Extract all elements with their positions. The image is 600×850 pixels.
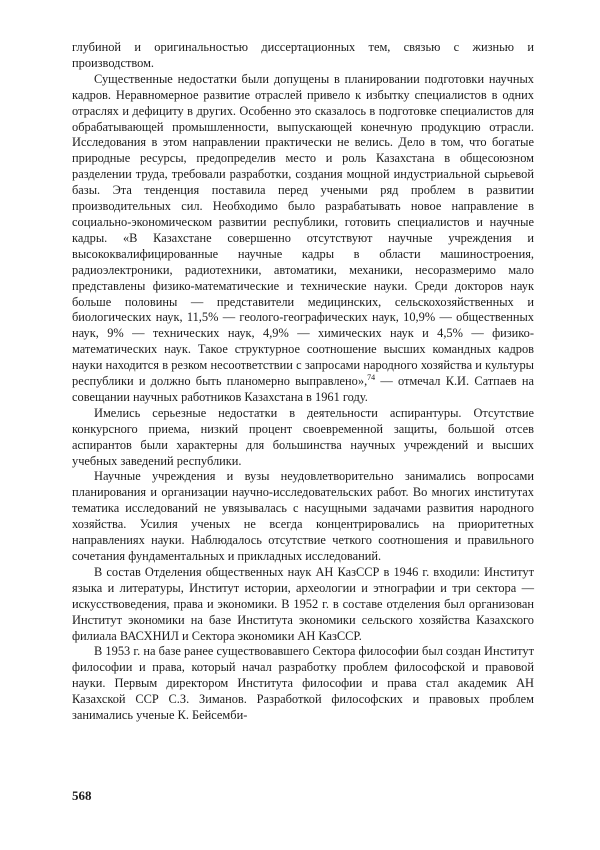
paragraph-4: Научные учреждения и вузы неудовлетворительно занимались вопросами планирования и организации научно-исследовательских работ. Во многих институтах тематика исследований не увязывалась с насущными задачами развития народного хозяйства. Усилия ученых не всегда концентрировались на приоритетных направлениях науки. Наблюдалось отсутствие четкого соотношения и правильного сочетания фундаментальных и прикладных исследований. xyxy=(72,469,534,563)
page-number: 568 xyxy=(72,788,92,803)
paragraph-5: В состав Отделения общественных наук АН КазССР в 1946 г. входили: Институт языка и литературы, Институт истории, археологии и этнографии и три сектора — искусствоведения, права и экономики. В 1952 г. в составе отделения был организован Институт экономики на базе Института экономики сельского хозяйства Казахского филиала ВАСХНИЛ и Сектора экономики АН КазССР. xyxy=(72,564,534,643)
paragraph-3: Имелись серьезные недостатки в деятельности аспирантуры. Отсутствие конкурсного приема, низкий процент своевременной защиты, большой отсев аспирантов были характерны для большинства научных учреждений и высших учебных заведений республики. xyxy=(72,405,534,468)
paragraph-1: глубиной и оригинальностью диссертационных тем, связью с жизнью и производством. xyxy=(72,40,534,70)
footnote-marker: 74 xyxy=(367,372,376,382)
paragraph-6: В 1953 г. на базе ранее существовавшего Сектора философии был создан Институт философии и права, который начал разработку проблем философской и правовой науки. Первым директором Института философии и права стал академик АН Казахской ССР С.З. Зиманов. Разработкой философских и правовых проблем занимались ученые К. Бейсемби- xyxy=(72,644,534,723)
body-text xyxy=(72,40,534,724)
paragraph-2-text-after: — отмечал К.И. Сатпаев на совещании научных работников Казахстана в 1961 году. xyxy=(72,374,534,404)
paragraph-2-text: Существенные недостатки были допущены в планировании подготовки научных кадров. Неравномерное развитие отраслей привело к избытку специалистов в одних отраслях и дефициту в других. Особенно это сказалось в подготовке специалистов для обрабатывающей промышленности, выпускающей конечную продукцию отрасли. Исследования в этом направлении практически не велись. Дело в том, что богатые природные ресурсы, предопределив место и роль Казахстана в общесоюзном разделении труда, требовали разработки, создания мощной индустриальной сырьевой базы. Эта тенденция поставила перед учеными ряд проблем в развитии производительных сил. Необходимо было разрабатывать новое направление в социально-экономическом развитии республики, готовить специалистов и научные кадры. «В Казахстане совершенно отсутствуют научные учреждения и высококвалифицированные научные кадры в области машиностроения, радиоэлектроники, радиотехники, автоматики, механики, несоразмеримо мало представлены физико-математические и технические науки. Среди докторов наук больше половины — представители медицинских, сельскохозяйственных и биологических наук, 11,5% — геолого-географических наук, 10,9% — общественных наук, 9% — технических наук, 4,9% — химических наук и 4,5% — физико-математических наук. Такое структурное соотношение высших командных кадров науки находится в резком несоответствии с запросами народного хозяйства и культуры республики и должно быть планомерно выправлено», xyxy=(72,71,534,389)
paragraph-2 xyxy=(72,72,534,406)
